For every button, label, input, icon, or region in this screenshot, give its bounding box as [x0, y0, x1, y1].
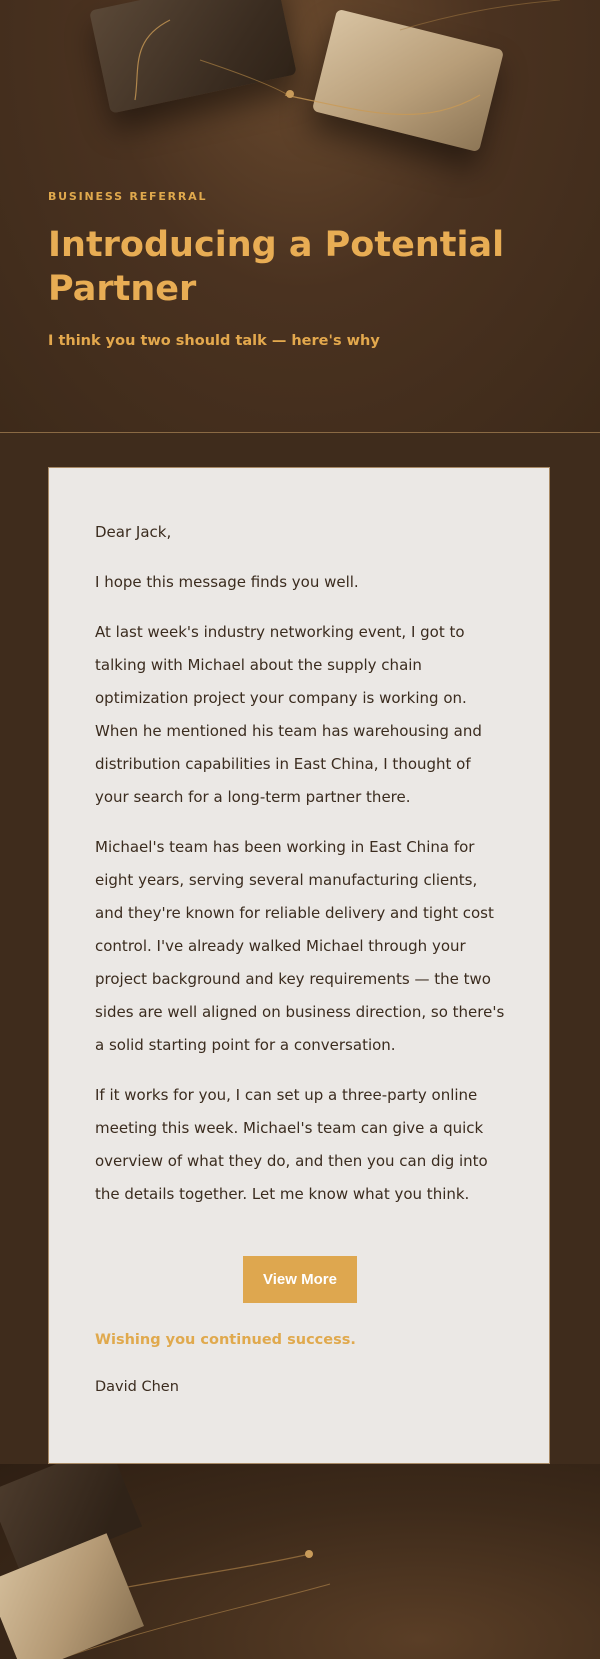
letter-signature: David Chen	[95, 1379, 179, 1395]
letter-body	[95, 516, 505, 1228]
cta-container	[49, 1256, 551, 1303]
business-card-image	[312, 9, 504, 152]
hero-banner	[0, 0, 600, 432]
letter-card	[48, 467, 550, 1464]
page-title: Introducing a Potential Partner	[48, 225, 505, 309]
view-more-button[interactable]: View More	[243, 1256, 357, 1303]
letter-paragraph: I hope this message finds you well.	[95, 573, 359, 591]
eyebrow-label: BUSINESS REFERRAL	[48, 190, 208, 203]
footer-banner	[0, 1464, 600, 1659]
business-card-image	[89, 0, 297, 114]
letter-paragraph: Michael's team has been working in East China for eight years, serving several manufacturing clients, and they're known for reliable delivery and tight cost control. I've already walked Michael through your project background and key requirements — the two sides are well aligned on business direction, so there's a solid starting point for a conversation.	[95, 838, 505, 1054]
header-divider	[0, 432, 600, 433]
letter-closing: Wishing you continued success.	[95, 1332, 356, 1348]
gold-thread-decoration	[0, 0, 600, 200]
page-subtitle: I think you two should talk — here's why	[48, 333, 380, 349]
letter-greeting: Dear Jack,	[95, 523, 172, 541]
letter-paragraph: At last week's industry networking event, I got to talking with Michael about the supply chain optimization project your company is working on. When he mentioned his team has warehousing and distribution capabilities in East China, I thought of your search for a long-term partner there.	[95, 623, 482, 806]
letter-paragraph: If it works for you, I can set up a three-party online meeting this week. Michael's team can give a quick overview of what they do, and then you can dig into the details together. Let me know what you think.	[95, 1086, 488, 1203]
